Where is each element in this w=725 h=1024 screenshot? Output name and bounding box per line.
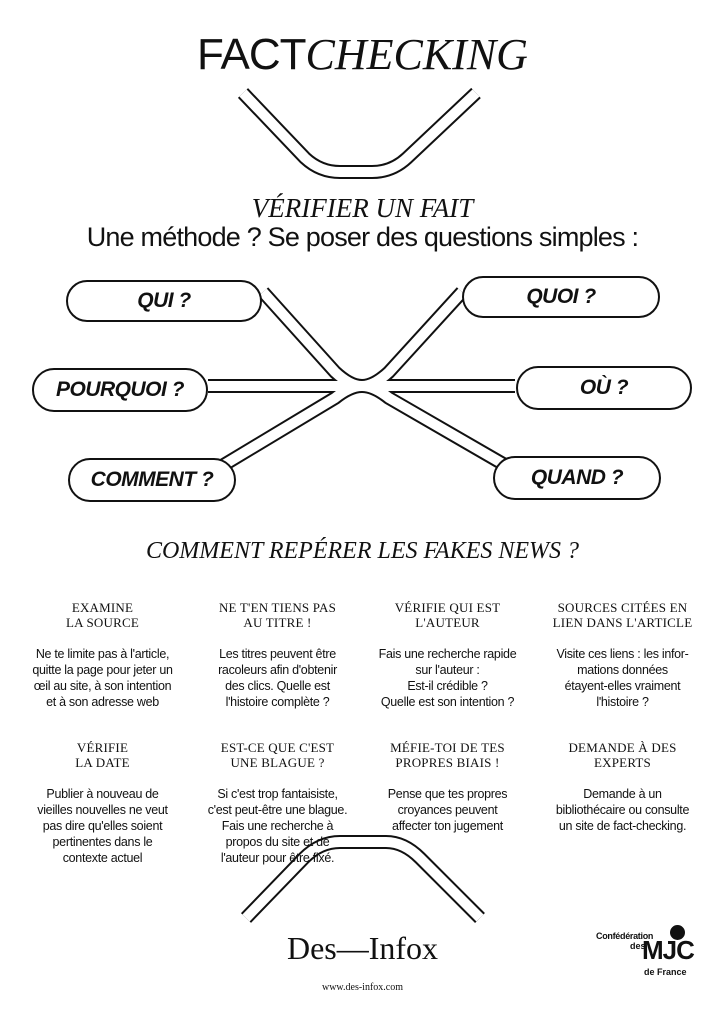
- tip-card: [365, 600, 530, 710]
- question-quoi: QUOI ?: [462, 276, 660, 318]
- tip-body: Si c'est trop fantaisiste, c'est peut-être une blague. Fais une recherche à propos du site et de l'auteur pour être fixé.: [207, 787, 348, 865]
- verify-heading: VÉRIFIER UN FAIT: [251, 193, 474, 223]
- logo-line-3: MJC: [642, 935, 694, 965]
- tip-card: [195, 740, 360, 866]
- tip-card: [20, 740, 185, 866]
- title-fact: FACT: [197, 30, 306, 79]
- tip-title: EXAMINE LA SOURCE: [66, 600, 139, 630]
- tip-body: Visite ces liens : les infor- mations données étayent-elles vraiment l'histoire ?: [556, 647, 689, 709]
- tip-title: DEMANDE À DES EXPERTS: [568, 740, 677, 770]
- tip-body: Les titres peuvent être racoleurs afin d'obtenir des clics. Quelle est l'histoire complète ?: [218, 647, 337, 709]
- tip-title: VÉRIFIE QUI EST L'AUTEUR: [394, 600, 501, 630]
- tip-card: [195, 600, 360, 710]
- mjc-logo: [596, 925, 694, 985]
- tip-card: [365, 740, 530, 834]
- fake-news-heading: COMMENT REPÉRER LES FAKES NEWS ?: [145, 538, 580, 564]
- tip-title: VÉRIFIE LA DATE: [75, 740, 130, 770]
- logo-line-1: Confédération: [596, 931, 654, 941]
- tip-body: Publier à nouveau de vieilles nouvelles ne veut pas dire qu'elles soient pertinentes dans le contexte actuel: [37, 787, 168, 865]
- tip-body: Demande à un bibliothécaire ou consulte un site de fact-checking.: [555, 787, 690, 833]
- brand-name: Des—Infox: [286, 930, 439, 966]
- tip-title: SOURCES CITÉES EN LIEN DANS L'ARTICLE: [552, 600, 693, 630]
- method-subheading: Une méthode ? Se poser des questions simples :: [86, 222, 639, 252]
- logo-line-4: de France: [644, 967, 687, 977]
- tip-body: Ne te limite pas à l'article, quitte la page pour jeter un œil au site, à son intention et à son adresse web: [32, 647, 173, 709]
- question-pourquoi: POURQUOI ?: [32, 368, 208, 412]
- question-ou: OÙ ?: [516, 366, 692, 410]
- tip-card: [540, 600, 705, 710]
- tip-body: Fais une recherche rapide sur l'auteur : Est-il crédible ? Quelle est son intention ?: [378, 647, 517, 709]
- question-comment: COMMENT ?: [68, 458, 236, 502]
- question-hub-lines: [208, 292, 517, 472]
- logo-line-2: des: [630, 941, 646, 951]
- title-checking: CHECKING: [305, 30, 528, 79]
- tip-title: NE T'EN TIENS PAS AU TITRE !: [218, 600, 337, 630]
- question-quand: QUAND ?: [493, 456, 661, 500]
- question-qui: QUI ?: [66, 280, 262, 322]
- tip-title: EST-CE QUE C'EST UNE BLAGUE ?: [220, 740, 335, 770]
- tip-card: [20, 600, 185, 710]
- tip-card: [540, 740, 705, 834]
- tip-body: Pense que tes propres croyances peuvent affecter ton jugement: [387, 787, 508, 833]
- tip-title: MÉFIE-TOI DE TES PROPRES BIAIS !: [390, 740, 505, 770]
- website-link[interactable]: www.des-infox.com: [321, 982, 403, 993]
